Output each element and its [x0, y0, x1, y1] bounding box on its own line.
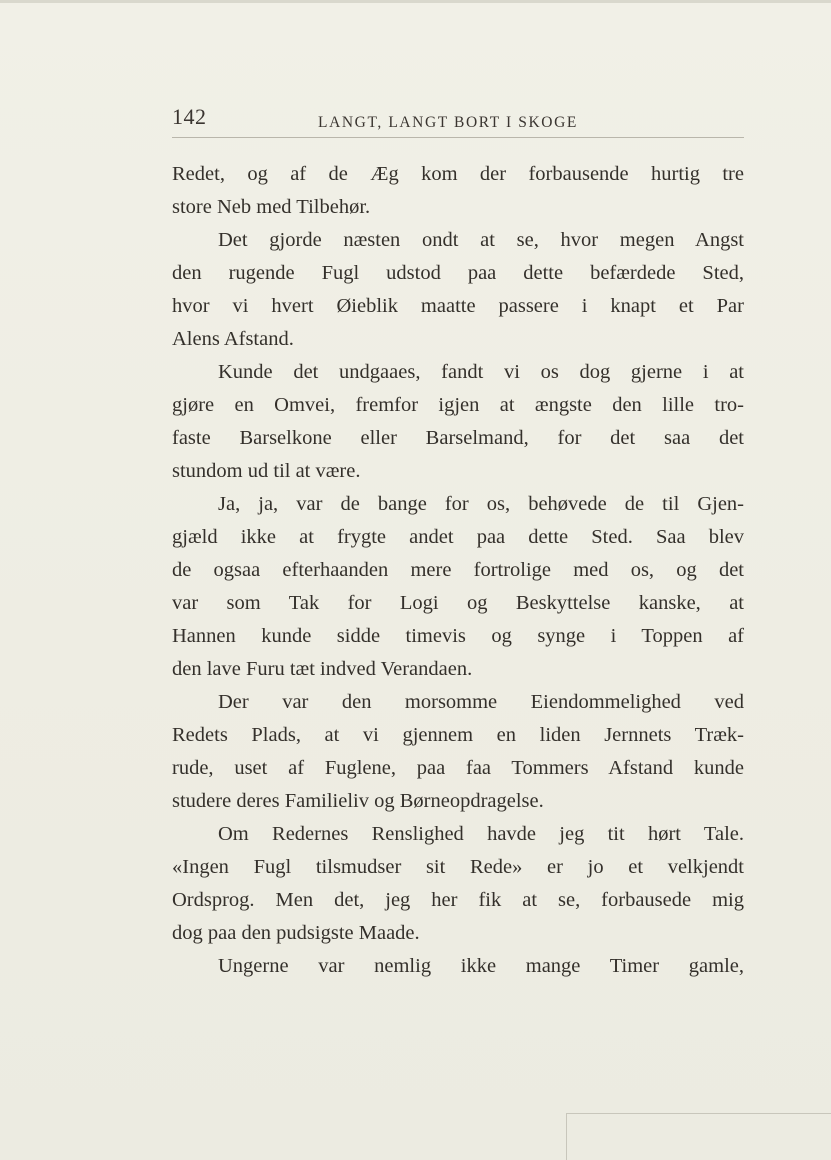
text-line: faste Barselkone eller Barselmand, for det saa det	[172, 427, 744, 449]
text-line: Hannen kunde sidde timevis og synge i Toppen af	[172, 625, 744, 647]
text-line: Redets Plads, at vi gjennem en liden Jernnets Træk-	[172, 724, 744, 746]
text-line: Om Redernes Renslighed havde jeg tit hørt Tale.	[218, 823, 744, 845]
text-line: Kunde det undgaaes, fandt vi os dog gjerne i at	[218, 361, 744, 383]
text-line: Der var den morsomme Eiendommelighed ved	[218, 691, 744, 713]
page-top-edge	[0, 0, 831, 3]
text-line: store Neb med Tilbehør.	[172, 196, 371, 218]
text-line: Redet, og af de Æg kom der forbausende hurtig tre	[172, 163, 744, 185]
page-header	[172, 104, 744, 138]
text-line: hvor vi hvert Øieblik maatte passere i knapt et Par	[172, 295, 744, 317]
corner-vertical-line	[566, 1113, 567, 1160]
header-rule	[172, 137, 744, 138]
text-line: studere deres Familieliv og Børneopdragelse.	[172, 790, 544, 812]
body-text	[172, 158, 744, 983]
text-line: var som Tak for Logi og Beskyttelse kanske, at	[172, 592, 744, 614]
text-line: Ungerne var nemlig ikke mange Timer gamle,	[218, 955, 744, 977]
text-line: «Ingen Fugl tilsmudser sit Rede» er jo et velkjendt	[172, 856, 744, 878]
page-number: 142	[172, 104, 207, 129]
text-line: Alens Afstand.	[172, 328, 294, 350]
text-line: rude, uset af Fuglene, paa faa Tommers Afstand kunde	[172, 757, 744, 779]
corner-horizontal-line	[566, 1113, 831, 1114]
text-line: Det gjorde næsten ondt at se, hvor megen Angst	[218, 229, 744, 251]
running-title: LANGT, LANGT BORT I SKOGE	[318, 114, 578, 131]
text-line: Ordsprog. Men det, jeg her fik at se, forbausede mig	[172, 889, 744, 911]
scan-corner-mark	[566, 1113, 831, 1160]
text-line: den lave Furu tæt indved Verandaen.	[172, 658, 473, 680]
text-line: Ja, ja, var de bange for os, behøvede de til Gjen-	[218, 493, 744, 515]
text-line: gjæld ikke at frygte andet paa dette Sted. Saa blev	[172, 526, 744, 548]
text-line: den rugende Fugl udstod paa dette befærdede Sted,	[172, 262, 744, 284]
text-line: dog paa den pudsigste Maade.	[172, 922, 420, 944]
text-line: stundom ud til at være.	[172, 460, 361, 482]
text-line: gjøre en Omvei, fremfor igjen at ængste den lille tro-	[172, 394, 744, 416]
text-line: de ogsaa efterhaanden mere fortrolige med os, og det	[172, 559, 744, 581]
